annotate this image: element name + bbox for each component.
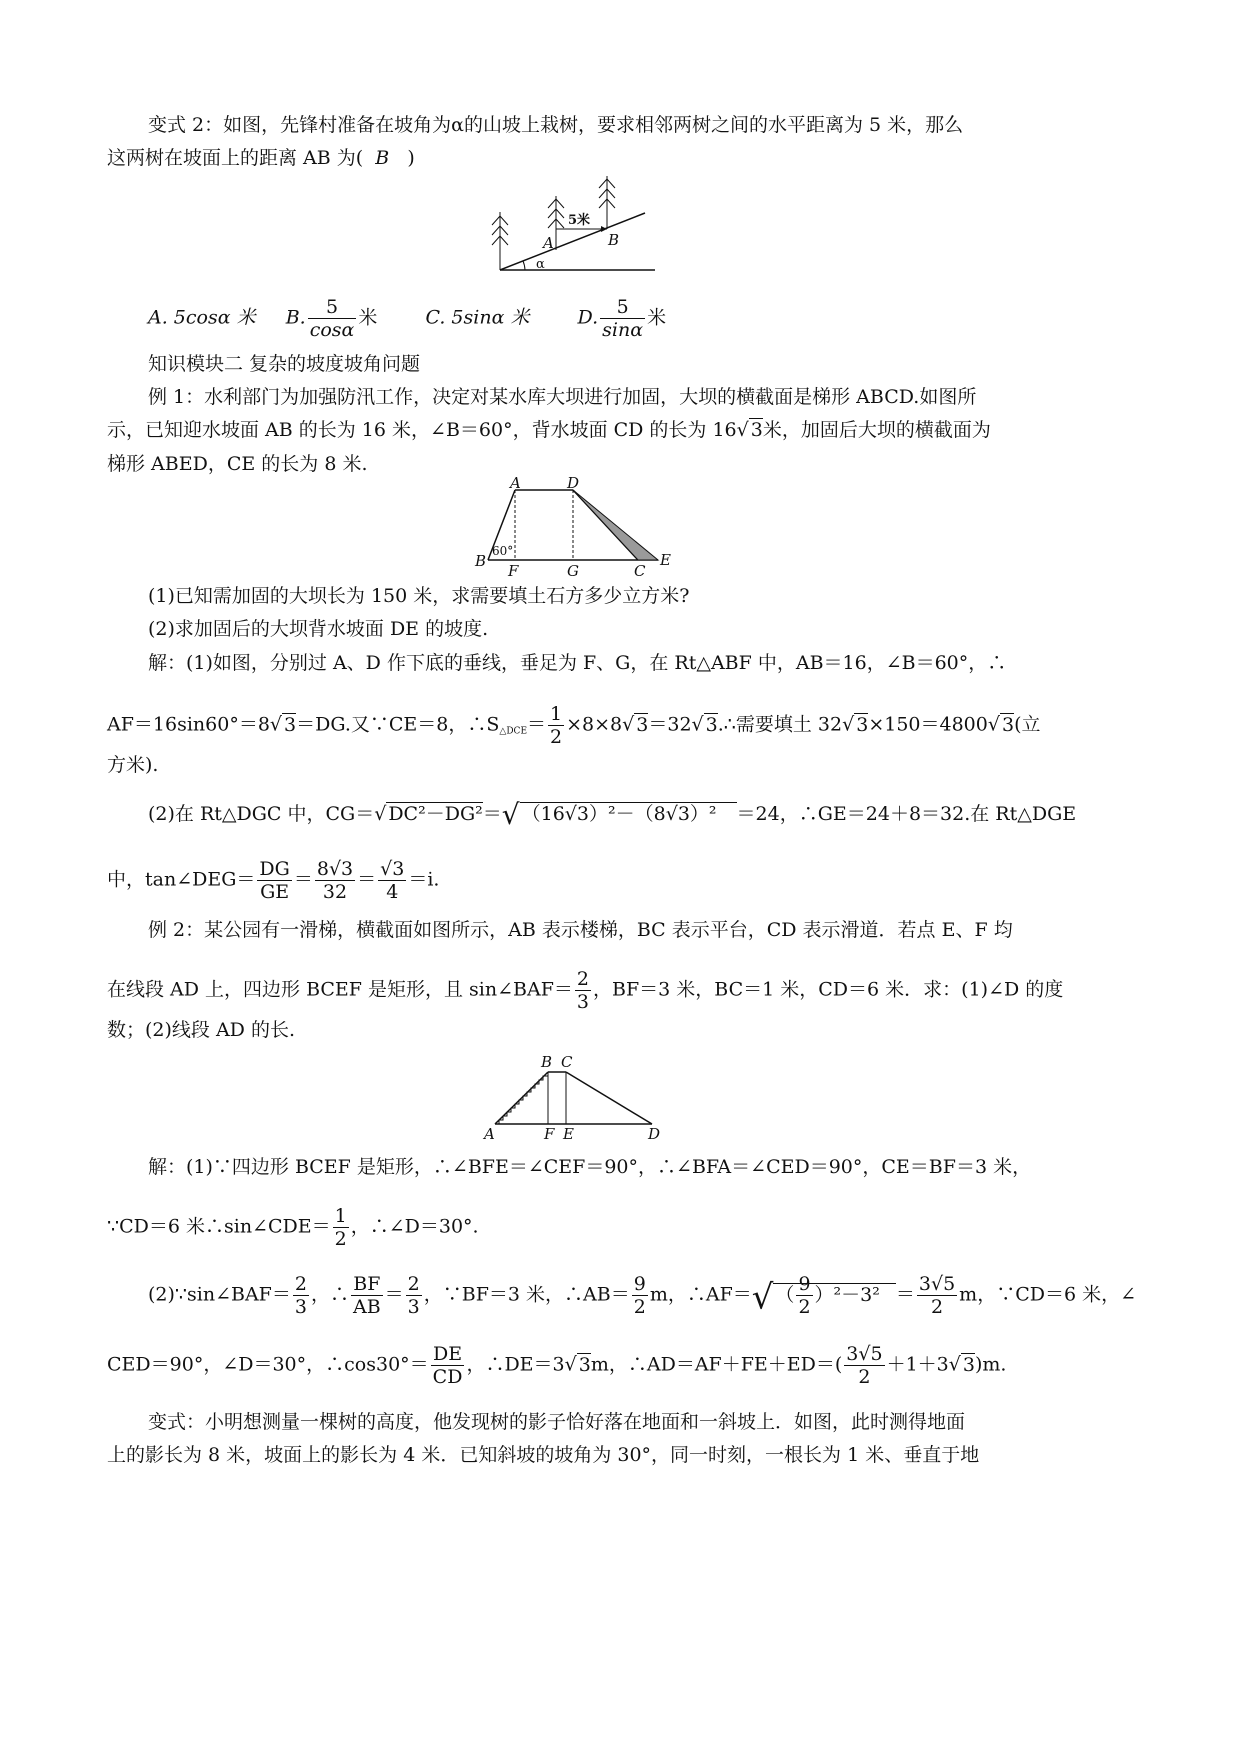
label-G: G <box>567 562 579 579</box>
ex2-sol2-line1: (2)∵sin∠BAF＝ $\frac{2}{3}$ ，∴ $\frac{BF}{AB}$ ＝ $\frac{2}{3}$ ，∵BF＝3 米，∴AB＝ $\frac{9}{2}$ m，∴AF＝√ （ $\frac{9}{2}$ ）²－3² ＝ $\frac{3√5}{2}$ m，∵CD＝6 米，∠ <box>148 1273 1137 1318</box>
label-C: C <box>561 1053 573 1071</box>
option-a: A. 5cosα 米 <box>148 306 256 329</box>
label-D: D <box>567 474 580 492</box>
variant3-line1: 变式：小明想测量一棵树的高度，他发现树的影子恰好落在地面和一斜坡上．如图，此时测得地面 <box>148 1411 966 1433</box>
label-A: A <box>543 234 554 252</box>
label-alpha: α <box>536 257 545 272</box>
ex2-line1: 例 2：某公园有一滑梯，横截面如图所示，AB 表示楼梯，BC 表示平台，CD 表示滑道．若点 E、F 均 <box>148 919 1013 941</box>
label-A: A <box>510 474 521 492</box>
ex1-q2: (2)求加固后的大坝背水坡面 DE 的坡度. <box>148 618 489 640</box>
label-F: F <box>508 562 519 579</box>
label-B: B <box>475 552 487 570</box>
option-c: C. 5sinα 米 <box>425 306 530 329</box>
ex1-sol1-line1: 解：(1)如图，分别过 A、D 作下底的垂线，垂足为 F、G，在 Rt△ABF 中，AB＝16，∠B＝60°，∴ <box>148 652 1007 674</box>
label-D: D <box>648 1125 661 1142</box>
ex2-sol1-line1: 解：(1)∵四边形 BCEF 是矩形，∴∠BFE＝∠CEF＝90°，∴∠BFA＝∠CED＝90°，CE＝BF＝3 米， <box>148 1156 1032 1178</box>
ex1-line3: 梯形 ABED，CE 的长为 8 米. <box>107 453 368 475</box>
label-C: C <box>634 562 646 579</box>
variant3-line2: 上的影长为 8 米，坡面上的影长为 4 米．已知斜坡的坡角为 30°，同一时刻，一根长为 1 米、垂直于地 <box>107 1444 980 1466</box>
ex1-sol1-line2: AF＝16sin60°＝8√ 3＝DG.又∵CE＝8，$\therefore S_{\triangle DCE}=$ $\frac{1}{2}$ ×8×8√ 3＝32√ 3.∴需要填土 32√ 3×150＝4800√ 3(立 <box>107 703 1041 748</box>
ex2-line3: 数；(2)线段 AD 的长. <box>107 1019 295 1041</box>
module-title: 知识模块二 复杂的坡度坡角问题 <box>148 353 421 375</box>
ex1-line2: 示，已知迎水坡面 AB 的长为 16 米，∠B＝60°，背水坡面 CD 的长为 16√ 3米，加固后大坝的横截面为 <box>107 419 991 441</box>
variant2-line1: 变式 2：如图，先锋村准备在坡角为α的山坡上栽树，要求相邻两树之间的水平距离为 5 米，那么 <box>148 114 964 136</box>
variant2-options: A. 5cosα 米 B. $\frac{5}{\cos\alpha}$ 米 C. 5sinα 米 D. $\frac{5}{\sin\alpha}$ 米 <box>148 296 667 341</box>
label-F: F <box>544 1125 555 1142</box>
ex1-q1: (1)已知需加固的大坝长为 150 米，求需要填土石方多少立方米? <box>148 585 690 607</box>
label-5m: 5米 <box>568 213 591 228</box>
slide-figure <box>480 1050 680 1142</box>
variant2-line2: 这两树在坡面上的距离 AB 为( B ) <box>107 147 415 169</box>
ex2-line2: 在线段 AD 上，四边形 BCEF 是矩形，且 sin∠BAF＝ $\frac{2}{3}$ ，BF＝3 米，BC＝1 米，CD＝6 米．求：(1)∠D 的度 <box>107 968 1064 1013</box>
ex1-sol2-line1: (2)在 Rt△DGC 中，CG＝√ DC²－DG²＝√ （16√3）²－（8√3）² ＝24，∴GE＝24＋8＝32.在 Rt△DGE <box>148 798 1077 831</box>
label-B: B <box>608 231 620 249</box>
ex1-sol1-line3: 方米). <box>107 754 159 776</box>
label-A: A <box>484 1125 495 1142</box>
ex2-sol2-line2: CED＝90°，∠D＝30°，∴cos30°＝ $\frac{DE}{CD}$ ，∴DE＝3√ 3m，∴AD＝AF＋FE＋ED＝( $\frac{3√5}{2}$ ＋1＋3√ 3)m. <box>107 1343 1007 1388</box>
slope-trees-figure <box>485 170 660 275</box>
label-B: B <box>541 1053 553 1071</box>
dam-figure <box>470 474 680 579</box>
option-b-fraction: $\frac{5}{\cos\alpha}$ <box>309 296 355 341</box>
ex2-sol1-line2: ∵CD＝6 米∴sin∠CDE＝ $\frac{1}{2}$ ，∴∠D＝30°. <box>107 1205 479 1250</box>
label-E: E <box>563 1125 574 1142</box>
option-d-fraction: $\frac{5}{\sin\alpha}$ <box>602 296 644 341</box>
ex1-line1: 例 1：水利部门为加强防汛工作，决定对某水库大坝进行加固，大坝的横截面是梯形 ABCD.如图所 <box>148 386 977 408</box>
label-E: E <box>660 551 671 569</box>
ex1-sol2-line2: 中，tan∠DEG＝ $\frac{DG}{GE}$ ＝ $\frac{8√3}{32}$ ＝ $\frac{√3}{4}$ ＝i. <box>107 858 440 903</box>
label-60: 60° <box>492 544 514 558</box>
answer-choice: B <box>375 147 390 169</box>
